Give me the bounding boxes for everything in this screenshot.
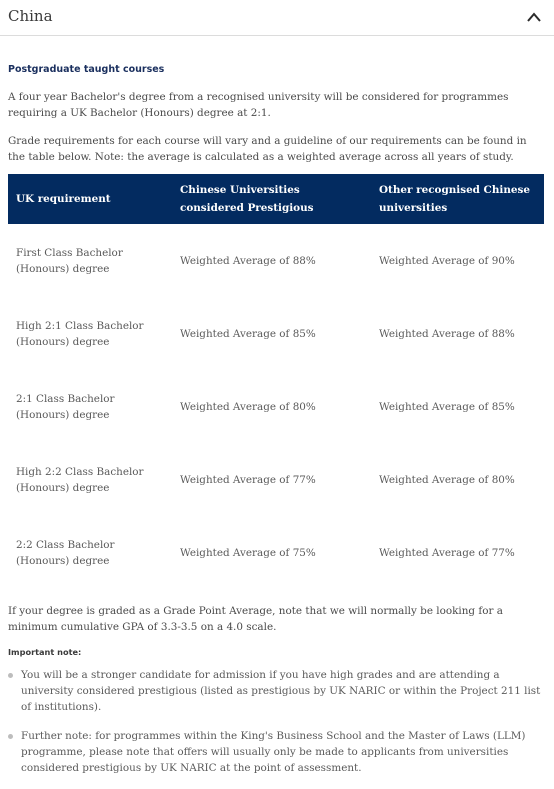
gpa-note: If your degree is graded as a Grade Point Average, note that we will normally be looking for a minimum cumulative GPA of 3.3-3.5 on a 4.0 scale. [8, 605, 503, 633]
cell-uk-requirement: 2:1 Class Bachelor (Honours) degree [16, 392, 115, 421]
bullet-dot-icon [8, 734, 13, 739]
list-item-text: Further note: for programmes within the King's Business School and the Master of Laws (LLM) programme, please note that offers will usually only be made to applicants from universities considered prestigious by UK NARIC at the point of assessment. [21, 730, 526, 774]
list-item [8, 667, 544, 715]
accordion-content [8, 36, 544, 789]
cell-other: Weighted Average of 77% [379, 546, 515, 559]
cell-uk-requirement: 2:2 Class Bachelor (Honours) degree [16, 538, 115, 567]
requirements-table [8, 174, 544, 589]
table-row [8, 297, 544, 370]
cell-uk-requirement: High 2:2 Class Bachelor (Honours) degree [16, 465, 144, 494]
list-item-text: You will be a stronger candidate for admission if you have high grades and are attending a university considered prestigious (listed as prestigious by UK NARIC or within the Project 211 list of institutions). [21, 669, 541, 713]
grade-requirements-paragraph: Grade requirements for each course will vary and a guideline of our requirements can be found in the table below. Note: the average is calculated as a weighted average across all years of study. [8, 135, 527, 163]
cell-prestigious: Weighted Average of 77% [180, 473, 316, 486]
important-note-heading: Important note: [8, 647, 82, 657]
table-row [8, 224, 544, 297]
table-row [8, 516, 544, 589]
bullet-dot-icon [8, 673, 13, 678]
cell-prestigious: Weighted Average of 80% [180, 400, 316, 413]
cell-other: Weighted Average of 80% [379, 473, 515, 486]
header-prestigious: Chinese Universities considered Prestigious [172, 174, 371, 224]
table-header-row [8, 174, 544, 224]
accordion-header-china[interactable] [0, 0, 554, 36]
accordion-title: China [8, 7, 53, 25]
chevron-up-icon[interactable] [526, 11, 542, 23]
section-heading: Postgraduate taught courses [8, 64, 165, 75]
cell-other: Weighted Average of 88% [379, 327, 515, 340]
header-uk-requirement: UK requirement [8, 174, 172, 224]
cell-prestigious: Weighted Average of 85% [180, 327, 316, 340]
cell-prestigious: Weighted Average of 75% [180, 546, 316, 559]
header-other-recognised: Other recognised Chinese universities [371, 174, 544, 224]
list-item [8, 728, 544, 776]
table-row [8, 370, 544, 443]
cell-other: Weighted Average of 90% [379, 254, 515, 267]
cell-prestigious: Weighted Average of 88% [180, 254, 316, 267]
important-note-list [8, 667, 544, 776]
intro-paragraph: A four year Bachelor's degree from a recognised university will be considered for programmes requiring a UK Bachelor (Honours) degree at 2:1. [8, 91, 509, 119]
cell-uk-requirement: First Class Bachelor (Honours) degree [16, 246, 123, 275]
table-row [8, 443, 544, 516]
cell-other: Weighted Average of 85% [379, 400, 515, 413]
cell-uk-requirement: High 2:1 Class Bachelor (Honours) degree [16, 319, 144, 348]
